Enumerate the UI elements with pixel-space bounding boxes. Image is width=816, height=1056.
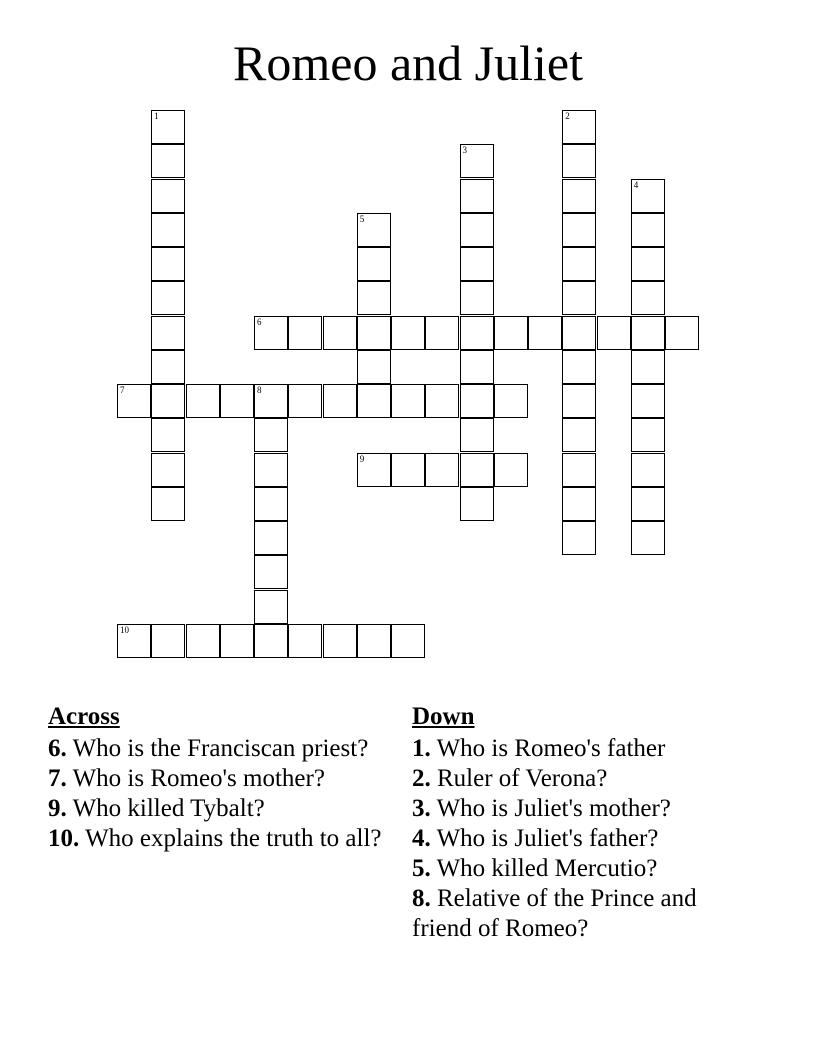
grid-cell[interactable] [460,213,494,247]
grid-cell[interactable] [151,384,185,418]
grid-cell[interactable] [254,316,288,350]
grid-cell[interactable] [117,384,151,418]
grid-cell[interactable] [425,316,459,350]
grid-cell[interactable] [631,487,665,521]
down-heading: Down [412,703,475,730]
grid-cell[interactable] [631,521,665,555]
grid-cell[interactable] [288,316,322,350]
clue-number: 9. [48,795,67,822]
grid-cell[interactable] [186,624,220,658]
cell-number: 5 [359,213,365,224]
grid-cell[interactable] [631,316,665,350]
grid-cell[interactable] [151,316,185,350]
cell-number: 3 [462,145,467,156]
grid-cell[interactable] [460,350,494,384]
grid-cell[interactable] [460,144,494,178]
grid-cell[interactable] [254,555,288,589]
grid-cell[interactable] [357,247,391,281]
cell-number: 1 [154,111,159,121]
grid-cell[interactable] [631,281,665,315]
clue-number: 6. [48,735,67,762]
grid-cell[interactable] [391,384,425,418]
grid-cell[interactable] [597,316,631,350]
clue-number: 3. [412,795,431,822]
grid-cell[interactable] [460,316,494,350]
grid-cell[interactable] [151,213,185,247]
grid-cell[interactable] [631,350,665,384]
clue-text: Relative of the Prince and friend of Romeo? [412,885,697,942]
grid-cell[interactable] [357,624,391,658]
grid-cell[interactable] [151,453,185,487]
grid-cell[interactable] [460,418,494,452]
grid-cell[interactable] [151,350,185,384]
grid-cell[interactable] [288,384,322,418]
grid-cell[interactable] [665,316,699,350]
grid-cell[interactable] [254,384,288,418]
clue-text: Who is Juliet's father? [436,825,659,852]
clue-text: Who is Romeo's mother? [72,765,325,792]
clue-text: Who is Juliet's mother? [436,795,671,822]
grid-cell[interactable] [323,316,357,350]
grid-cell[interactable] [631,453,665,487]
grid-cell[interactable] [288,624,322,658]
cell-number: 6 [257,316,262,327]
clue-down-3 [412,794,742,824]
grid-cell[interactable] [151,487,185,521]
cell-number: 10 [120,624,129,635]
grid-cell[interactable] [357,281,391,315]
grid-cell[interactable] [631,179,665,213]
down-clues [412,702,742,944]
grid-cell[interactable] [460,179,494,213]
grid-cell[interactable] [357,213,391,247]
grid-cell[interactable] [254,418,288,452]
cell-number: 2 [565,111,570,121]
grid-cell[interactable] [151,144,185,178]
grid-cell[interactable] [254,487,288,521]
clue-number: 2. [412,765,431,792]
clue-text: Who killed Tybalt? [72,795,265,822]
clue-number: 1. [412,735,431,762]
grid-cell[interactable] [391,316,425,350]
cell-number: 8 [257,385,262,395]
grid-cell[interactable] [254,590,288,624]
grid-cell[interactable] [460,281,494,315]
grid-cell[interactable] [562,384,596,418]
grid-cell[interactable] [151,624,185,658]
grid-cell[interactable] [220,624,254,658]
grid-cell[interactable] [357,453,391,487]
grid-cell[interactable] [631,247,665,281]
grid-cell[interactable] [117,624,151,658]
grid-cell[interactable] [562,144,596,178]
grid-cell[interactable] [460,247,494,281]
grid-cell[interactable] [631,418,665,452]
grid-cell[interactable] [151,281,185,315]
across-clues [48,702,393,854]
clue-down-2 [412,764,742,794]
grid-cell[interactable] [323,384,357,418]
grid-cell[interactable] [357,384,391,418]
clue-down-8 [412,884,742,944]
cell-number: 4 [633,179,639,190]
cell-number: 9 [359,453,365,464]
clue-across-10 [48,824,393,854]
grid-cell[interactable] [254,521,288,555]
clue-text: Who is the Franciscan priest? [72,735,369,762]
clue-number: 10. [48,825,80,852]
grid-cell[interactable] [631,384,665,418]
grid-cell[interactable] [151,179,185,213]
grid-cell[interactable] [425,453,459,487]
clue-text: Who is Romeo's father [436,735,666,762]
clue-down-5 [412,854,742,884]
grid-cell[interactable] [254,453,288,487]
cell-number: 7 [120,385,125,395]
clue-text: Who explains the truth to all? [85,825,382,852]
grid-cell[interactable] [151,110,185,144]
grid-cell[interactable] [562,247,596,281]
clue-down-1 [412,734,742,764]
grid-cell[interactable] [562,110,596,144]
grid-cell[interactable] [528,316,562,350]
grid-cell[interactable] [151,418,185,452]
grid-cell[interactable] [562,179,596,213]
grid-cell[interactable] [391,624,425,658]
clue-across-6 [48,734,393,764]
grid-cell[interactable] [562,487,596,521]
clue-text: Who killed Mercutio? [436,855,658,882]
grid-cell[interactable] [460,487,494,521]
grid-cell[interactable] [460,453,494,487]
grid-cell[interactable] [357,316,391,350]
grid-cell[interactable] [494,316,528,350]
clue-number: 5. [412,855,431,882]
clue-text: Ruler of Verona? [437,765,608,792]
grid-cell[interactable] [391,453,425,487]
grid-cell[interactable] [220,384,254,418]
grid-cell[interactable] [151,247,185,281]
grid-cell[interactable] [323,624,357,658]
grid-cell[interactable] [425,384,459,418]
clue-across-7 [48,764,393,794]
clue-number: 8. [412,885,431,912]
grid-cell[interactable] [562,213,596,247]
grid-cell[interactable] [186,384,220,418]
clue-across-9 [48,794,393,824]
clue-number: 4. [412,825,431,852]
grid-cell[interactable] [562,316,596,350]
grid-cell[interactable] [562,281,596,315]
grid-cell[interactable] [562,418,596,452]
grid-cell[interactable] [562,521,596,555]
grid-cell[interactable] [357,350,391,384]
grid-cell[interactable] [254,624,288,658]
grid-cell[interactable] [460,384,494,418]
across-heading: Across [48,703,120,730]
grid-cell[interactable] [494,384,528,418]
clue-down-4 [412,824,742,854]
grid-cell[interactable] [562,453,596,487]
grid-cell[interactable] [562,350,596,384]
grid-cell[interactable] [631,213,665,247]
grid-cell[interactable] [494,453,528,487]
clue-number: 7. [48,765,67,792]
puzzle-title: Romeo and Juliet [233,35,583,91]
